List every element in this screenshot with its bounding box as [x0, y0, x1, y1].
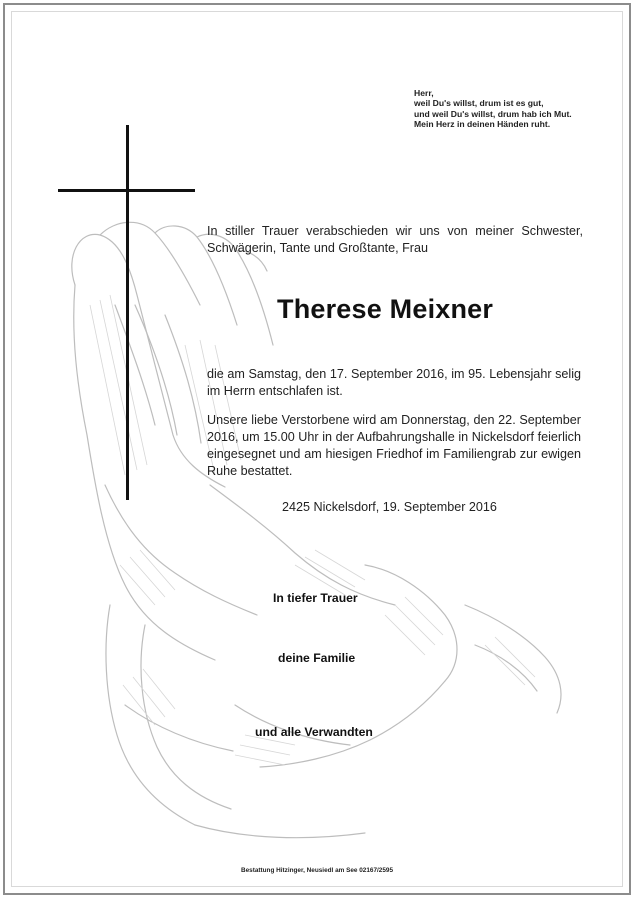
- verse-line: Herr,: [414, 88, 434, 98]
- place-and-date: 2425 Nickelsdorf, 19. September 2016: [282, 500, 497, 514]
- death-notice-card: [3, 3, 631, 895]
- bible-verse: [414, 88, 624, 129]
- cross-vertical-bar: [126, 125, 129, 500]
- signature-line-1: In tiefer Trauer: [273, 591, 358, 605]
- verse-line: Mein Herz in deinen Händen ruht.: [414, 118, 551, 129]
- verse-line: weil Du's willst, drum ist es gut,: [414, 98, 544, 109]
- funeral-paragraph: Unsere liebe Verstorbene wird am Donnerstag, den 22. September 2016, um 15.00 Uhr in der Aufbahrungshalle in Nickelsdorf feierlich eingesegnet und am hiesigen Friedhof im Familiengrab zur ewigen Ruhe bestattet.: [207, 413, 581, 478]
- cross-horizontal-bar: [58, 189, 195, 192]
- death-paragraph: die am Samstag, den 17. September 2016, im 95. Lebensjahr selig im Herrn entschlafen ist.: [207, 367, 581, 398]
- intro-text: In stiller Trauer verabschieden wir uns von meiner Schwester, Schwägerin, Tante und Großtante, Frau: [207, 224, 583, 255]
- funeral-home-footer: Bestattung Hitzinger, Neusiedl am See 02167/2595: [240, 867, 394, 874]
- signature-line-3: und alle Verwandten: [255, 725, 373, 739]
- deceased-name: Therese Meixner: [277, 294, 494, 324]
- verse-line: und weil Du's willst, drum hab ich Mut.: [414, 108, 572, 119]
- signature-line-2: deine Familie: [278, 651, 356, 665]
